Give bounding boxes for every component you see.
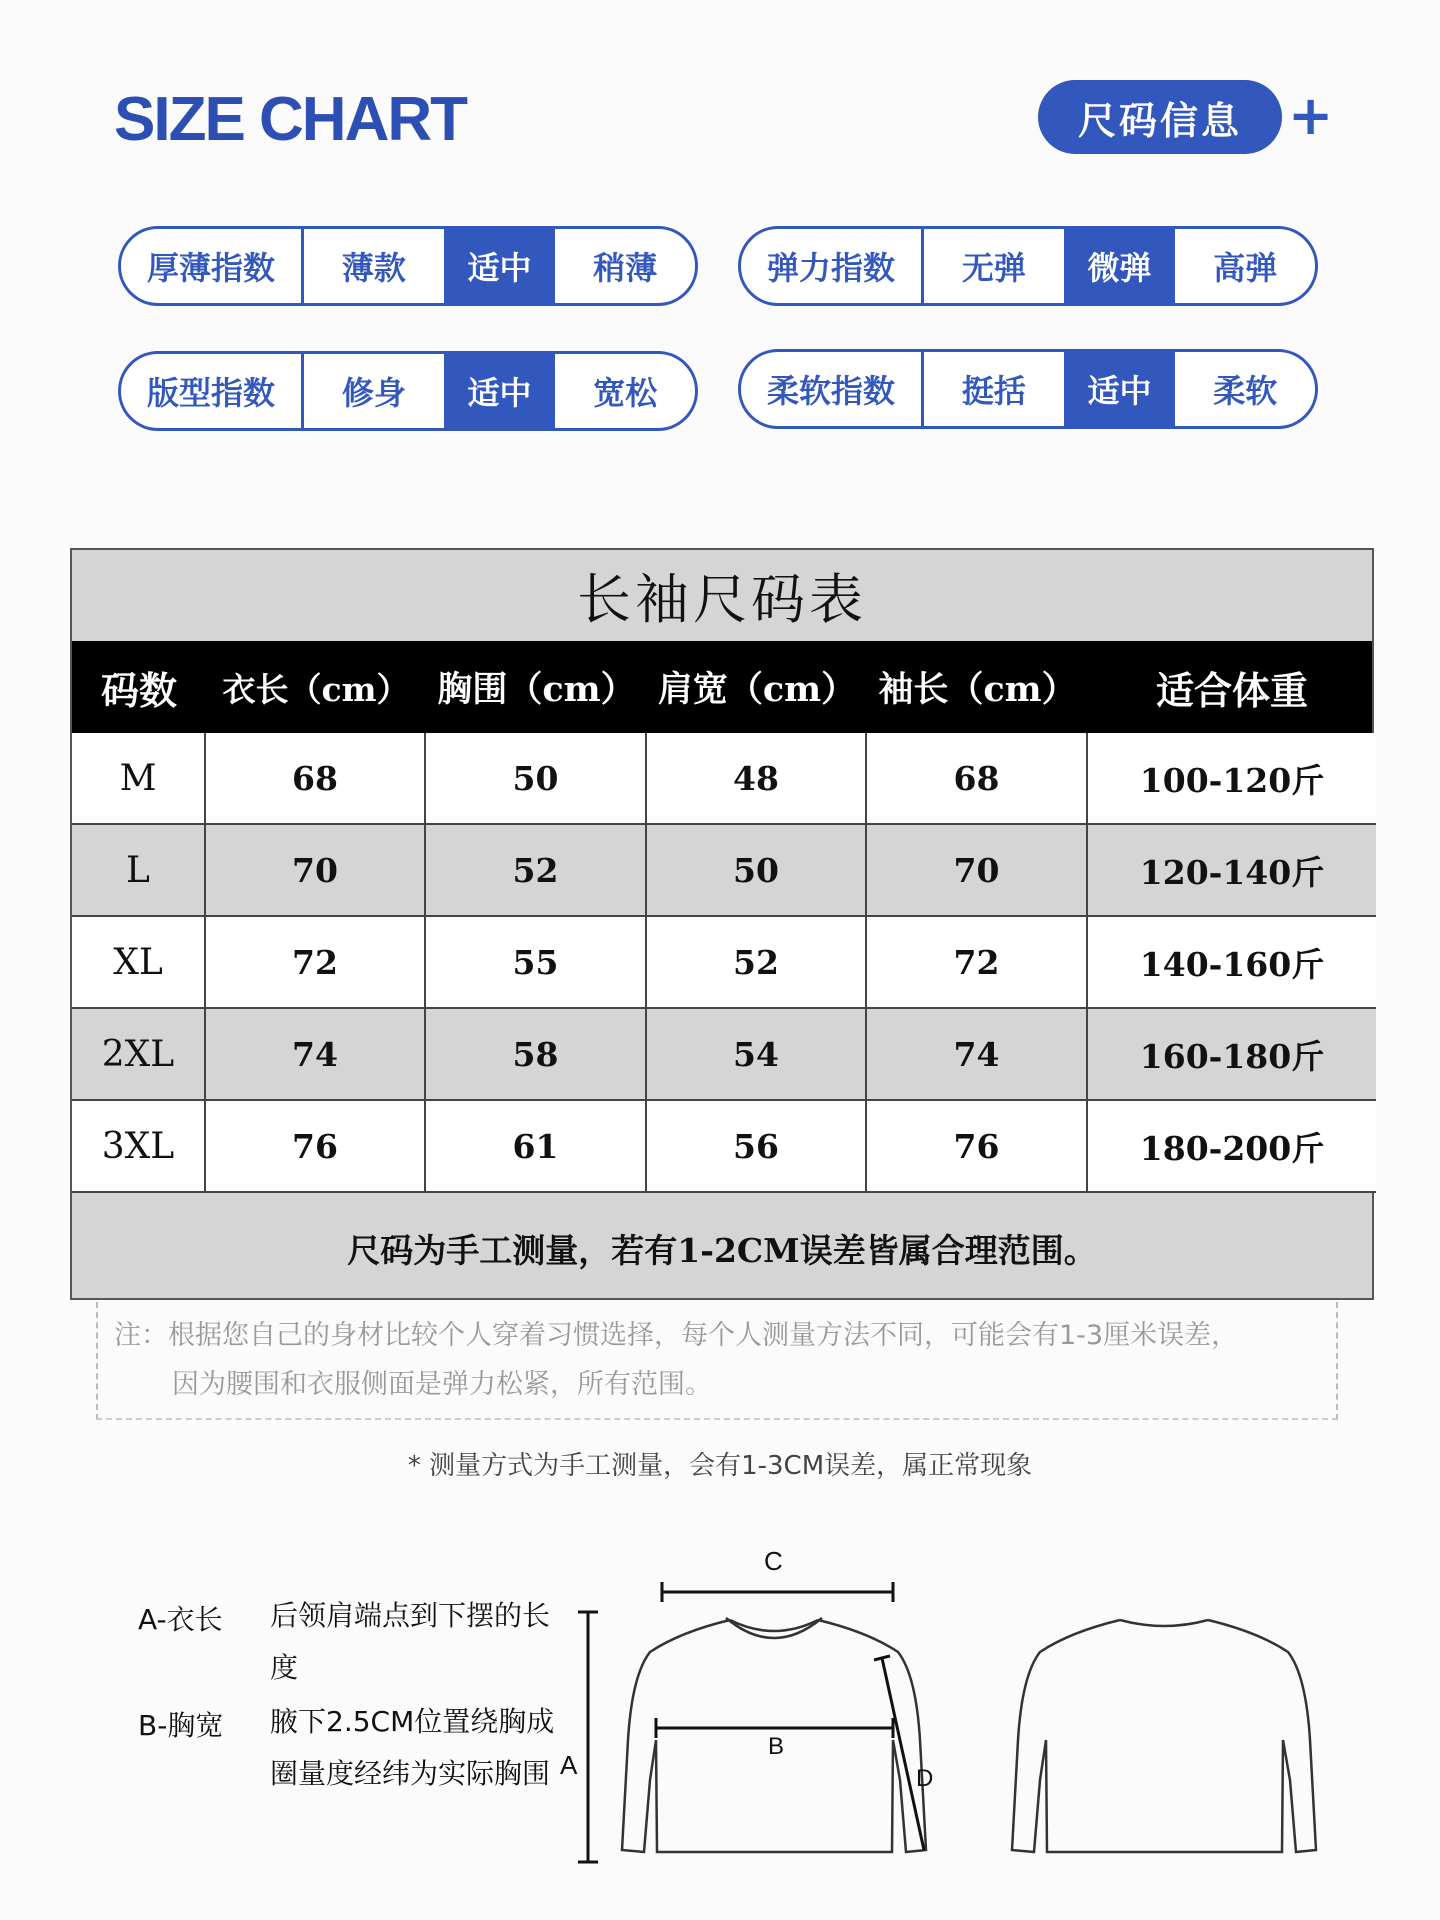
col-header-sleeve: 袖长（cm） bbox=[878, 669, 1077, 710]
index-option-selected: 适中 bbox=[444, 354, 553, 428]
index-option: 薄款 bbox=[301, 229, 444, 303]
note-line-2: 因为腰围和衣服侧面是弹力松紧，所有范围。 bbox=[172, 1369, 712, 1400]
cell-weight: 120-140斤 bbox=[1088, 825, 1376, 917]
index-option-selected: 微弹 bbox=[1064, 229, 1173, 303]
table-header-row bbox=[72, 641, 1372, 733]
cell-size: M bbox=[72, 733, 206, 825]
index-label: 厚薄指数 bbox=[147, 249, 276, 287]
cell-size: L bbox=[72, 825, 206, 917]
size-info-badge: 尺码信息 bbox=[1038, 80, 1282, 154]
definition-text-a: 后领肩端点到下摆的长度 bbox=[270, 1599, 551, 1684]
cell-weight: 100-120斤 bbox=[1088, 733, 1376, 825]
definition-key-b: B-胸宽 bbox=[138, 1709, 224, 1742]
cell-chest: 58 bbox=[426, 1009, 647, 1101]
fit-index bbox=[118, 351, 698, 431]
index-label: 柔软指数 bbox=[767, 372, 896, 410]
shirt-back-icon bbox=[1012, 1620, 1316, 1852]
cell-chest: 55 bbox=[426, 917, 647, 1009]
index-option-selected: 适中 bbox=[1064, 352, 1173, 426]
cell-shoulder: 48 bbox=[647, 733, 867, 825]
label-c: C bbox=[764, 1546, 783, 1576]
definition-text-b: 腋下2.5CM位置绕胸成圈量度经纬为实际胸围 bbox=[270, 1705, 555, 1790]
cell-chest: 50 bbox=[426, 733, 647, 825]
softness-index bbox=[738, 349, 1318, 429]
index-option-selected: 适中 bbox=[444, 229, 553, 303]
index-label: 弹力指数 bbox=[767, 249, 896, 287]
index-option: 稍薄 bbox=[552, 229, 695, 303]
cell-shoulder: 54 bbox=[647, 1009, 867, 1101]
col-header-size: 码数 bbox=[100, 667, 177, 713]
col-header-length: 衣长（cm） bbox=[222, 669, 410, 709]
label-b: B bbox=[768, 1733, 785, 1760]
definition-key-a: A-衣长 bbox=[138, 1603, 223, 1636]
measure-note: * 测量方式为手工测量，会有1-3CM误差，属正常现象 bbox=[407, 1451, 1033, 1481]
shoulder-measure-line bbox=[662, 1582, 893, 1602]
table-title: 长袖尺码表 bbox=[577, 568, 867, 631]
length-measure-line bbox=[578, 1612, 598, 1862]
cell-size: 3XL bbox=[72, 1101, 206, 1193]
cell-length: 72 bbox=[206, 917, 426, 1009]
cell-sleeve: 72 bbox=[867, 917, 1088, 1009]
index-label: 版型指数 bbox=[147, 374, 276, 412]
cell-sleeve: 68 bbox=[867, 733, 1088, 825]
index-option: 修身 bbox=[301, 354, 444, 428]
col-header-chest: 胸围（cm） bbox=[437, 669, 636, 710]
cell-length: 74 bbox=[206, 1009, 426, 1101]
cell-chest: 52 bbox=[426, 825, 647, 917]
size-table bbox=[70, 548, 1374, 1300]
col-header-shoulder: 肩宽（cm） bbox=[657, 669, 857, 710]
cell-shoulder: 52 bbox=[647, 917, 867, 1009]
thickness-index bbox=[118, 226, 698, 306]
table-body bbox=[72, 733, 1372, 1193]
cell-weight: 160-180斤 bbox=[1088, 1009, 1376, 1101]
cell-length: 68 bbox=[206, 733, 426, 825]
index-option: 宽松 bbox=[552, 354, 695, 428]
cell-length: 70 bbox=[206, 825, 426, 917]
index-option: 挺括 bbox=[921, 352, 1064, 426]
sleeve-measure-line bbox=[874, 1656, 924, 1850]
index-option: 高弹 bbox=[1172, 229, 1315, 303]
cell-length: 76 bbox=[206, 1101, 426, 1193]
cell-shoulder: 56 bbox=[647, 1101, 867, 1193]
table-footer-note: 尺码为手工测量，若有1-2CM误差皆属合理范围。 bbox=[347, 1231, 1097, 1270]
cell-chest: 61 bbox=[426, 1101, 647, 1193]
cell-sleeve: 70 bbox=[867, 825, 1088, 917]
garment-diagram bbox=[560, 1540, 1360, 1880]
label-a: A bbox=[560, 1750, 578, 1780]
index-option: 柔软 bbox=[1172, 352, 1315, 426]
plus-icon: + bbox=[1288, 84, 1334, 147]
col-header-weight: 适合体重 bbox=[1155, 667, 1308, 713]
cell-sleeve: 76 bbox=[867, 1101, 1088, 1193]
cell-sleeve: 74 bbox=[867, 1009, 1088, 1101]
cell-size: XL bbox=[72, 917, 206, 1009]
cell-weight: 180-200斤 bbox=[1088, 1101, 1376, 1193]
note-line-1: 注：根据您自己的身材比较个人穿着习惯选择，每个人测量方法不同，可能会有1-3厘米误差， bbox=[114, 1320, 1239, 1351]
cell-weight: 140-160斤 bbox=[1088, 917, 1376, 1009]
cell-size: 2XL bbox=[72, 1009, 206, 1101]
cell-shoulder: 50 bbox=[647, 825, 867, 917]
page-title: SIZE CHART bbox=[114, 85, 466, 154]
label-d: D bbox=[916, 1765, 934, 1792]
index-option: 无弹 bbox=[921, 229, 1064, 303]
elasticity-index bbox=[738, 226, 1318, 306]
